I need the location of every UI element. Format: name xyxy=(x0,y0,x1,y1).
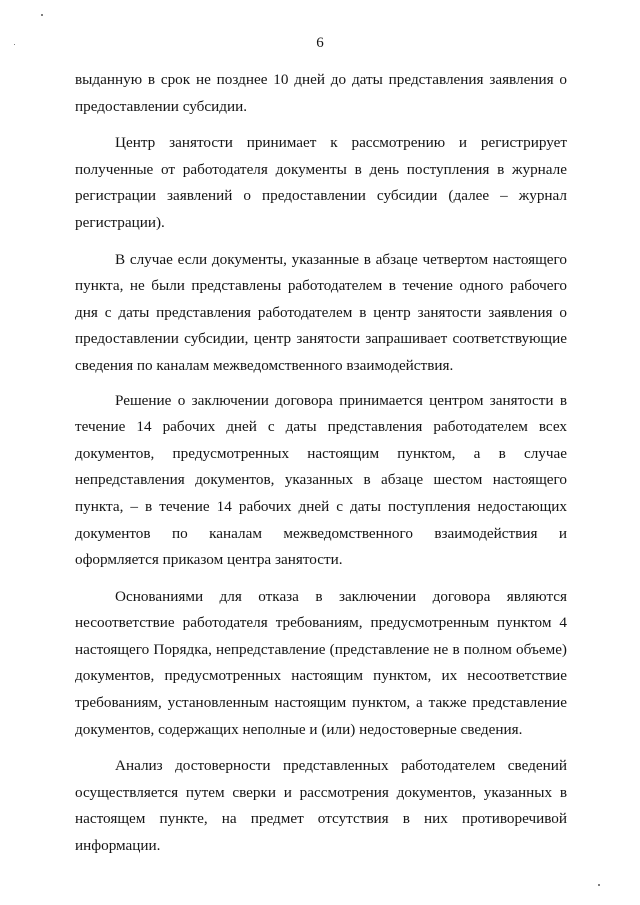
text-line: документов, предусмотренных настоящим пунктом, их несоответствие xyxy=(75,667,567,685)
text-line: сведения по каналам межведомственного взаимодействия. xyxy=(75,356,454,374)
text-line: несоответствие работодателя требованиям, предусмотренным пунктом 4 xyxy=(75,614,567,632)
text-line: регистрации заявлений о предоставлении субсидии (далее – журнал xyxy=(75,187,567,205)
text-line: документов по каналам межведомственного взаимодействия и xyxy=(75,524,567,542)
text-line: полученные от работодателя документы в день поступления в журнале xyxy=(75,160,567,178)
text-line: течение 14 рабочих дней с даты представления работодателем всех xyxy=(75,418,567,436)
text-line: настоящего Порядка, непредставление (представление не в полном объеме) xyxy=(75,640,567,658)
text-line: дня с даты представления работодателем в центр занятости заявления о xyxy=(75,303,567,321)
scan-speck xyxy=(41,14,43,16)
paragraph xyxy=(75,753,567,859)
text-line: настоящем пункте, на предмет отсутствия в них противоречивой xyxy=(75,810,567,828)
text-line: информации. xyxy=(75,837,161,855)
paragraph xyxy=(75,130,567,236)
text-line: пункта, не были представлены работодателем в течение одного рабочего xyxy=(75,277,567,295)
text-line: В случае если документы, указанные в абзаце четвертом настоящего xyxy=(115,250,567,268)
page-number: 6 xyxy=(316,35,324,51)
text-line: Анализ достоверности представленных работодателем сведений xyxy=(115,757,567,775)
text-line: предоставлении субсидии. xyxy=(75,97,248,115)
text-line: Основаниями для отказа в заключении договора являются xyxy=(115,587,567,605)
text-line: осуществляется путем сверки и рассмотрения документов, указанных в xyxy=(75,783,567,801)
paragraph xyxy=(75,67,567,120)
text-line: выданную в срок не позднее 10 дней до даты представления заявления о xyxy=(75,71,567,88)
text-line: непредставления документов, указанных в абзаце шестом настоящего xyxy=(75,471,567,489)
text-line: предоставлении субсидии, центр занятости запрашивает соответствующие xyxy=(75,330,567,348)
scan-speck xyxy=(598,884,600,886)
document-body xyxy=(75,67,567,860)
text-line: Решение о заключении договора принимается центром занятости в xyxy=(115,391,567,409)
text-line: оформляется приказом центра занятости. xyxy=(75,551,343,569)
scan-speck xyxy=(14,44,15,45)
text-line: документов, предусмотренных настоящим пунктом, а в случае xyxy=(75,444,567,462)
text-line: документов, содержащих неполные и (или) недостоверные сведения. xyxy=(75,720,523,738)
paragraph xyxy=(75,584,567,744)
paragraph xyxy=(75,388,567,574)
text-line: Центр занятости принимает к рассмотрению и регистрирует xyxy=(115,134,567,152)
text-line: пункта, – в течение 14 рабочих дней с даты поступления недостающих xyxy=(75,497,567,515)
paragraph xyxy=(75,247,567,380)
text-line: регистрации). xyxy=(75,213,165,231)
text-line: требованиям, установленным настоящим пунктом, а также представление xyxy=(75,694,567,712)
